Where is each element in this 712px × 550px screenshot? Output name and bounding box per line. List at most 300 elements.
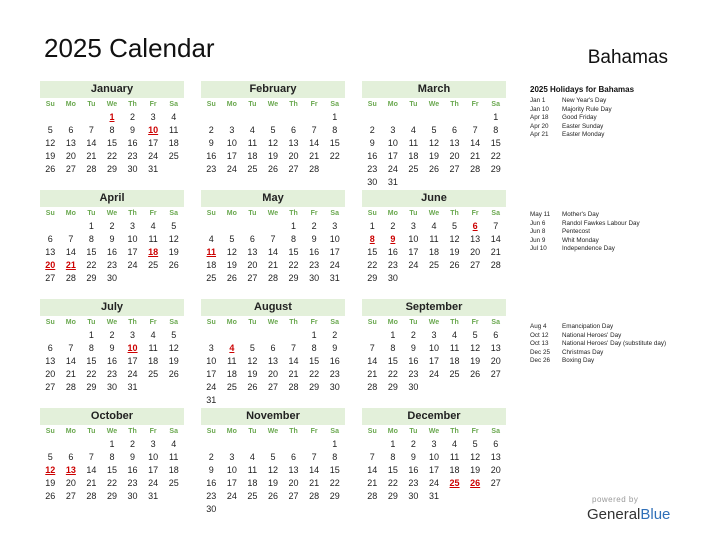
weekday-label: Su [206,210,216,217]
day-cell: 27 [247,273,258,283]
day-cell: 7 [88,125,94,135]
weekday-label: Sa [330,101,339,108]
day-cell: 23 [106,260,117,270]
day-cell: 16 [309,247,320,257]
empty-cell [362,438,383,451]
day-cell: 18 [408,151,419,161]
day-cell: 14 [490,234,501,244]
day-cell: 15 [329,138,340,148]
day-cell: 3 [431,439,437,449]
weekday-label: Su [45,101,55,108]
day-cell: 23 [206,164,217,174]
day-cell: 8 [493,125,499,135]
weekday-label: Th [128,428,137,435]
day-cell: 2 [369,125,375,135]
day-cell: 21 [490,247,501,257]
day-cell: 27 [288,491,299,501]
day-cell: 20 [288,478,299,488]
day-cell: 30 [206,504,217,514]
day-cell: 11 [227,356,237,366]
day-cell: 30 [309,273,320,283]
day-cell: 25 [247,491,258,501]
day-cell: 17 [428,465,439,475]
day-cell: 5 [431,125,437,135]
day-cell: 5 [270,452,276,462]
holiday-list [530,97,700,140]
day-cell: 20 [65,151,76,161]
empty-cell [242,329,263,342]
day-cell: 25 [168,478,179,488]
day-cell: 20 [45,369,56,379]
day-cell: 9 [208,138,214,148]
weekday-label: Sa [330,319,339,326]
day-cell: 10 [428,452,439,462]
day-cell: 27 [65,164,76,174]
day-cell: 19 [470,465,481,475]
weekday-label: Th [450,319,459,326]
day-cell: 23 [367,164,378,174]
day-cell: 13 [490,452,501,462]
holiday-day: 12 [45,465,56,475]
day-cell: 7 [369,452,375,462]
holiday-item [530,357,700,366]
day-cell: 4 [249,125,255,135]
day-cell: 14 [470,138,481,148]
weekday-label: Tu [409,428,418,435]
day-cell: 6 [68,125,74,135]
day-grid [40,329,184,394]
weekday-label: We [428,101,440,108]
day-cell: 18 [449,465,460,475]
day-cell: 18 [148,356,159,366]
weekday-label: Th [128,319,137,326]
day-cell: 30 [329,382,340,392]
holiday-date: Oct 13 [530,340,549,348]
month-march [362,81,506,189]
day-cell: 29 [387,491,398,501]
holiday-date: Jan 10 [530,105,549,113]
holiday-list [530,211,700,254]
weekday-label: Su [206,319,216,326]
day-cell: 6 [47,234,53,244]
day-grid [201,329,345,407]
weekday-label: We [428,428,440,435]
weekday-row [201,98,345,111]
day-cell: 7 [270,234,276,244]
day-cell: 18 [226,369,237,379]
day-cell: 27 [490,478,501,488]
day-cell: 13 [267,356,278,366]
day-cell: 10 [127,234,138,244]
day-cell: 26 [428,164,439,174]
day-cell: 2 [311,221,317,231]
day-cell: 28 [309,491,320,501]
day-cell: 14 [367,465,378,475]
weekday-label: Su [367,428,377,435]
day-cell: 8 [291,234,297,244]
day-cell: 24 [329,260,340,270]
month-header: August [201,299,345,316]
holiday-item [530,220,700,229]
day-cell: 26 [267,491,278,501]
weekday-label: Th [450,428,459,435]
holiday-date: Apr 21 [530,131,549,139]
day-cell: 17 [387,151,398,161]
day-cell: 10 [428,343,439,353]
weekday-label: Sa [491,319,500,326]
weekday-label: Su [367,319,377,326]
day-cell: 19 [267,478,278,488]
day-cell: 17 [148,138,159,148]
weekday-row [201,425,345,438]
day-cell: 1 [369,221,375,231]
holiday-day: 10 [127,343,138,353]
day-cell: 3 [390,125,396,135]
weekday-label: We [267,319,279,326]
weekday-label: Tu [87,101,96,108]
day-cell: 6 [291,125,297,135]
month-header: May [201,190,345,207]
holiday-date: Dec 25 [530,348,550,356]
day-cell: 12 [226,247,237,257]
day-cell: 9 [130,125,136,135]
day-cell: 28 [86,491,97,501]
day-cell: 19 [247,369,258,379]
empty-cell [263,438,284,451]
weekday-label: Sa [330,428,339,435]
day-grid [40,438,184,503]
day-cell: 14 [267,247,278,257]
empty-cell [61,220,82,233]
day-cell: 17 [127,247,138,257]
day-cell: 28 [65,273,76,283]
day-cell: 8 [88,343,94,353]
day-cell: 10 [387,138,398,148]
day-cell: 4 [150,221,156,231]
weekday-label: Fr [149,319,157,326]
holiday-day: 1 [109,112,115,122]
day-cell: 13 [288,138,299,148]
weekday-label: Tu [248,319,257,326]
holiday-day: 9 [390,234,396,244]
day-cell: 4 [452,330,458,340]
day-cell: 13 [449,138,460,148]
day-cell: 10 [226,138,237,148]
day-cell: 31 [329,273,340,283]
empty-cell [444,111,465,124]
day-cell: 30 [127,491,138,501]
holiday-date: Jun 9 [530,236,546,244]
day-cell: 15 [490,138,501,148]
day-grid [40,111,184,176]
day-cell: 13 [45,247,56,257]
day-cell: 7 [88,452,94,462]
month-header: November [201,408,345,425]
weekday-label: Sa [491,101,500,108]
empty-cell [304,111,325,124]
day-cell: 14 [86,138,97,148]
page-title: 2025 Calendar [44,33,215,63]
day-cell: 26 [168,369,179,379]
month-header: December [362,408,506,425]
day-cell: 16 [408,465,419,475]
day-cell: 25 [247,164,258,174]
day-cell: 28 [267,273,278,283]
day-cell: 8 [109,125,115,135]
day-cell: 22 [309,369,320,379]
day-cell: 14 [288,356,299,366]
day-cell: 10 [226,465,237,475]
day-grid [201,111,345,176]
weekday-label: Sa [330,210,339,217]
day-cell: 20 [490,465,501,475]
weekday-label: Sa [491,210,500,217]
weekday-row [40,98,184,111]
day-cell: 26 [267,164,278,174]
empty-cell [61,111,82,124]
month-header: June [362,190,506,207]
day-cell: 3 [150,439,156,449]
day-cell: 22 [106,151,117,161]
day-cell: 16 [329,356,340,366]
weekday-label: Fr [149,210,157,217]
day-cell: 3 [130,330,136,340]
weekday-row [201,207,345,220]
day-cell: 8 [332,125,338,135]
day-cell: 26 [45,164,56,174]
day-cell: 20 [288,151,299,161]
weekday-label: We [106,428,118,435]
day-cell: 22 [387,478,398,488]
day-cell: 21 [367,478,378,488]
day-cell: 31 [127,382,138,392]
day-cell: 15 [106,138,117,148]
day-cell: 2 [208,125,214,135]
holiday-day: 26 [470,478,481,488]
holiday-day: 6 [472,221,478,231]
day-grid [40,220,184,285]
day-cell: 28 [490,260,501,270]
day-grid [201,438,345,516]
holiday-item [530,340,700,349]
day-cell: 19 [267,151,278,161]
day-cell: 25 [148,260,159,270]
day-cell: 7 [68,343,74,353]
day-cell: 1 [332,439,338,449]
day-cell: 7 [311,452,317,462]
day-cell: 13 [288,465,299,475]
day-cell: 30 [408,491,419,501]
month-april [40,190,184,285]
day-cell: 22 [387,369,398,379]
day-cell: 27 [45,382,56,392]
holiday-day: 18 [148,247,159,257]
day-cell: 15 [86,247,97,257]
day-cell: 26 [247,382,258,392]
day-cell: 12 [449,234,460,244]
empty-cell [40,329,61,342]
month-july [40,299,184,394]
weekday-label: Fr [149,428,157,435]
month-may [201,190,345,285]
day-cell: 22 [86,369,97,379]
holiday-item [530,114,700,123]
day-cell: 2 [109,221,115,231]
day-cell: 19 [428,151,439,161]
day-cell: 30 [106,273,117,283]
day-cell: 15 [106,465,117,475]
day-cell: 29 [367,273,378,283]
day-grid [362,111,506,189]
weekday-label: We [428,210,440,217]
holiday-item [530,349,700,358]
holiday-day: 10 [148,125,159,135]
day-cell: 17 [226,151,237,161]
empty-cell [263,329,284,342]
day-cell: 9 [109,343,115,353]
weekday-label: Fr [471,319,479,326]
day-cell: 29 [288,273,299,283]
day-cell: 2 [109,330,115,340]
empty-cell [242,220,263,233]
empty-cell [362,111,383,124]
empty-cell [283,329,304,342]
day-cell: 19 [449,247,460,257]
holiday-name: Independence Day [562,245,615,253]
day-cell: 1 [390,439,396,449]
weekday-label: Su [45,319,55,326]
day-cell: 1 [311,330,317,340]
weekday-label: Tu [248,210,257,217]
weekday-label: We [428,319,440,326]
day-cell: 31 [387,177,398,187]
empty-cell [40,220,61,233]
day-cell: 23 [206,491,217,501]
day-cell: 25 [168,151,179,161]
day-cell: 20 [470,247,481,257]
weekday-label: We [106,101,118,108]
day-cell: 20 [267,369,278,379]
weekday-label: Th [289,428,298,435]
day-cell: 4 [431,221,437,231]
empty-cell [222,111,243,124]
holiday-day: 21 [65,260,76,270]
empty-cell [383,111,404,124]
weekday-label: Th [450,210,459,217]
weekday-label: Mo [65,210,76,217]
empty-cell [222,329,243,342]
day-cell: 24 [428,369,439,379]
empty-cell [242,438,263,451]
empty-cell [263,111,284,124]
holiday-list [530,323,700,366]
day-cell: 27 [490,369,501,379]
day-cell: 14 [309,465,320,475]
weekday-label: Tu [409,101,418,108]
holiday-item [530,97,700,106]
day-cell: 24 [127,260,138,270]
holiday-date: Aug 4 [530,323,547,330]
generalblue-logo[interactable] [587,506,670,523]
day-cell: 30 [106,382,117,392]
day-cell: 19 [45,478,56,488]
day-cell: 12 [267,465,278,475]
day-cell: 7 [311,125,317,135]
day-cell: 25 [226,382,237,392]
weekday-label: Fr [149,101,157,108]
day-cell: 14 [86,465,97,475]
month-october [40,408,184,503]
weekday-label: Mo [226,319,237,326]
day-cell: 9 [410,343,416,353]
day-cell: 6 [493,330,499,340]
day-cell: 24 [387,164,398,174]
day-cell: 22 [490,151,501,161]
day-cell: 17 [408,247,419,257]
day-cell: 2 [332,330,338,340]
day-cell: 26 [168,260,179,270]
day-cell: 25 [206,273,217,283]
day-cell: 15 [367,247,378,257]
weekday-label: Mo [387,428,398,435]
holiday-name: New Year's Day [562,97,607,104]
weekday-label: We [267,428,279,435]
empty-cell [201,111,222,124]
holiday-item [530,123,700,132]
empty-cell [201,220,222,233]
day-cell: 9 [208,465,214,475]
day-cell: 17 [127,356,138,366]
day-cell: 27 [267,382,278,392]
day-cell: 27 [45,273,56,283]
holiday-date: Jan 1 [530,97,546,104]
day-cell: 10 [408,234,419,244]
holiday-date: Jun 8 [530,228,546,236]
day-cell: 23 [408,478,419,488]
weekday-row [40,207,184,220]
day-cell: 25 [428,260,439,270]
weekday-label: Tu [248,101,257,108]
empty-cell [201,438,222,451]
day-cell: 5 [270,125,276,135]
weekday-label: Fr [310,101,318,108]
day-cell: 29 [106,491,117,501]
day-cell: 21 [65,369,76,379]
holiday-name: Easter Monday [562,131,605,139]
day-cell: 26 [449,260,460,270]
day-cell: 16 [387,247,398,257]
day-cell: 2 [410,439,416,449]
day-cell: 9 [130,452,136,462]
day-cell: 21 [86,478,97,488]
month-header: September [362,299,506,316]
day-cell: 18 [247,478,258,488]
day-cell: 6 [452,125,458,135]
holiday-item [530,237,700,246]
day-cell: 11 [247,138,258,148]
day-cell: 26 [226,273,237,283]
holiday-day: 13 [65,465,76,475]
day-cell: 17 [226,478,237,488]
empty-cell [61,438,82,451]
empty-cell [304,438,325,451]
holiday-day: 25 [449,478,460,488]
day-cell: 24 [226,491,237,501]
weekday-label: We [106,319,118,326]
weekday-label: Tu [87,210,96,217]
weekday-label: We [267,210,279,217]
holiday-name: Randol Fawkes Labour Day [562,219,640,227]
